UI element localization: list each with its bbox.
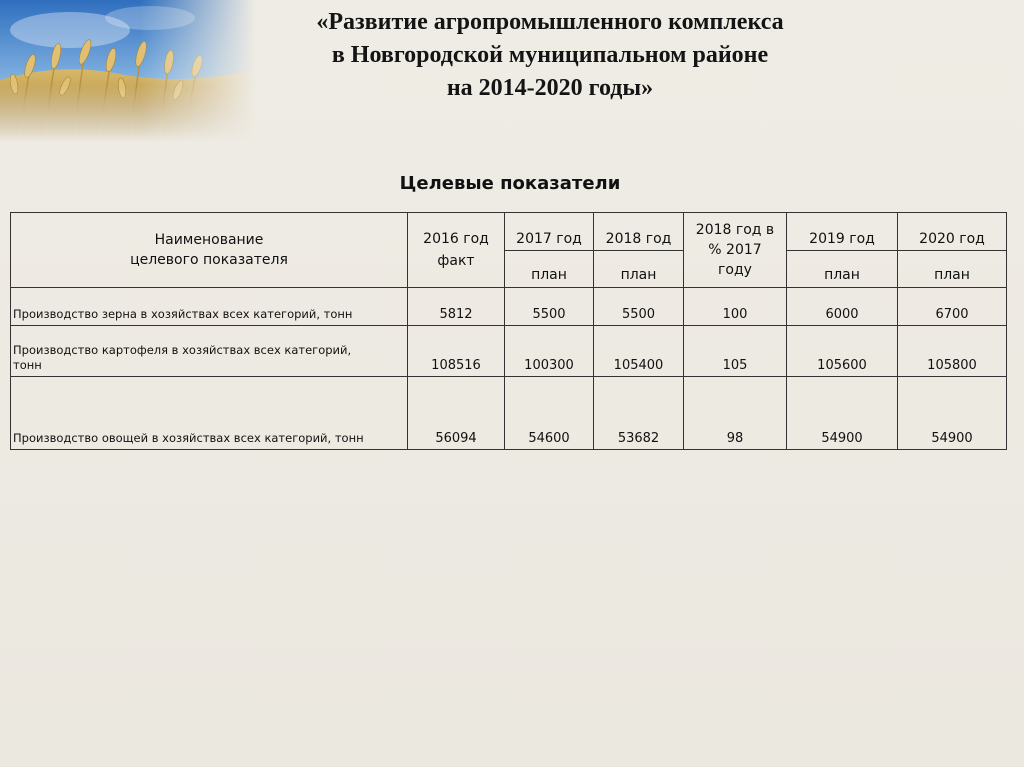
header-2016-year: 2016 год <box>423 231 489 247</box>
wheat-field-image <box>0 0 255 142</box>
header-2018-year: 2018 год <box>594 213 684 251</box>
cell-grain-2020: 6700 <box>898 288 1007 326</box>
header-2017-type: план <box>505 251 594 288</box>
header-2020-year: 2020 год <box>898 213 1007 251</box>
cell-grain-pct: 100 <box>684 288 787 326</box>
cell-potato-2019: 105600 <box>787 326 898 377</box>
row-label-vegetables: Производство овощей в хозяйствах всех категорий, тонн <box>11 377 408 450</box>
section-subtitle: Целевые показатели <box>399 173 621 194</box>
cell-potato-2017: 100300 <box>505 326 594 377</box>
row-label-potato <box>11 326 408 377</box>
cell-potato-2016: 108516 <box>408 326 505 377</box>
header-2020-type: план <box>898 251 1007 288</box>
header-row-top <box>11 213 1007 251</box>
table-row <box>11 326 1007 377</box>
cell-vegetables-pct: 98 <box>684 377 787 450</box>
cell-grain-2019: 6000 <box>787 288 898 326</box>
title-line-3: на 2014-2020 годы» <box>446 75 654 101</box>
title-line-1: «Развитие агропромышленного комплекса <box>316 9 784 35</box>
header-pct-line-1: 2018 год в <box>695 222 775 238</box>
cell-vegetables-2020: 54900 <box>898 377 1007 450</box>
cell-grain-2017: 5500 <box>505 288 594 326</box>
header-2019-type: план <box>787 251 898 288</box>
header-2019-year: 2019 год <box>787 213 898 251</box>
cell-vegetables-2016: 56094 <box>408 377 505 450</box>
table-row <box>11 377 1007 450</box>
header-name-line-1: Наименование <box>154 232 264 248</box>
cell-grain-2016: 5812 <box>408 288 505 326</box>
header-2018-vs-2017-pct <box>684 213 787 288</box>
header-2018-type: план <box>594 251 684 288</box>
cell-grain-2018: 5500 <box>594 288 684 326</box>
cell-potato-pct: 105 <box>684 326 787 377</box>
cell-potato-2020: 105800 <box>898 326 1007 377</box>
header-2017-year: 2017 год <box>505 213 594 251</box>
table-row <box>11 288 1007 326</box>
row-label-grain: Производство зерна в хозяйствах всех категорий, тонн <box>11 288 408 326</box>
row-label-potato-line-1: Производство картофеля в хозяйствах всех категорий, <box>13 343 352 357</box>
title-line-2: в Новгородской муниципальном районе <box>331 42 769 68</box>
slide-title <box>250 6 850 105</box>
header-pct-line-2: % 2017 <box>708 242 762 258</box>
header-pct-line-3: году <box>718 262 752 278</box>
header-2016 <box>408 213 505 288</box>
target-indicators-table <box>10 212 1007 450</box>
cell-vegetables-2018: 53682 <box>594 377 684 450</box>
header-2016-type: факт <box>437 253 475 269</box>
cell-potato-2018: 105400 <box>594 326 684 377</box>
header-name-line-2: целевого показателя <box>130 252 288 268</box>
cell-vegetables-2017: 54600 <box>505 377 594 450</box>
header-indicator-name <box>11 213 408 288</box>
cell-vegetables-2019: 54900 <box>787 377 898 450</box>
row-label-potato-line-2: тонн <box>13 358 42 372</box>
